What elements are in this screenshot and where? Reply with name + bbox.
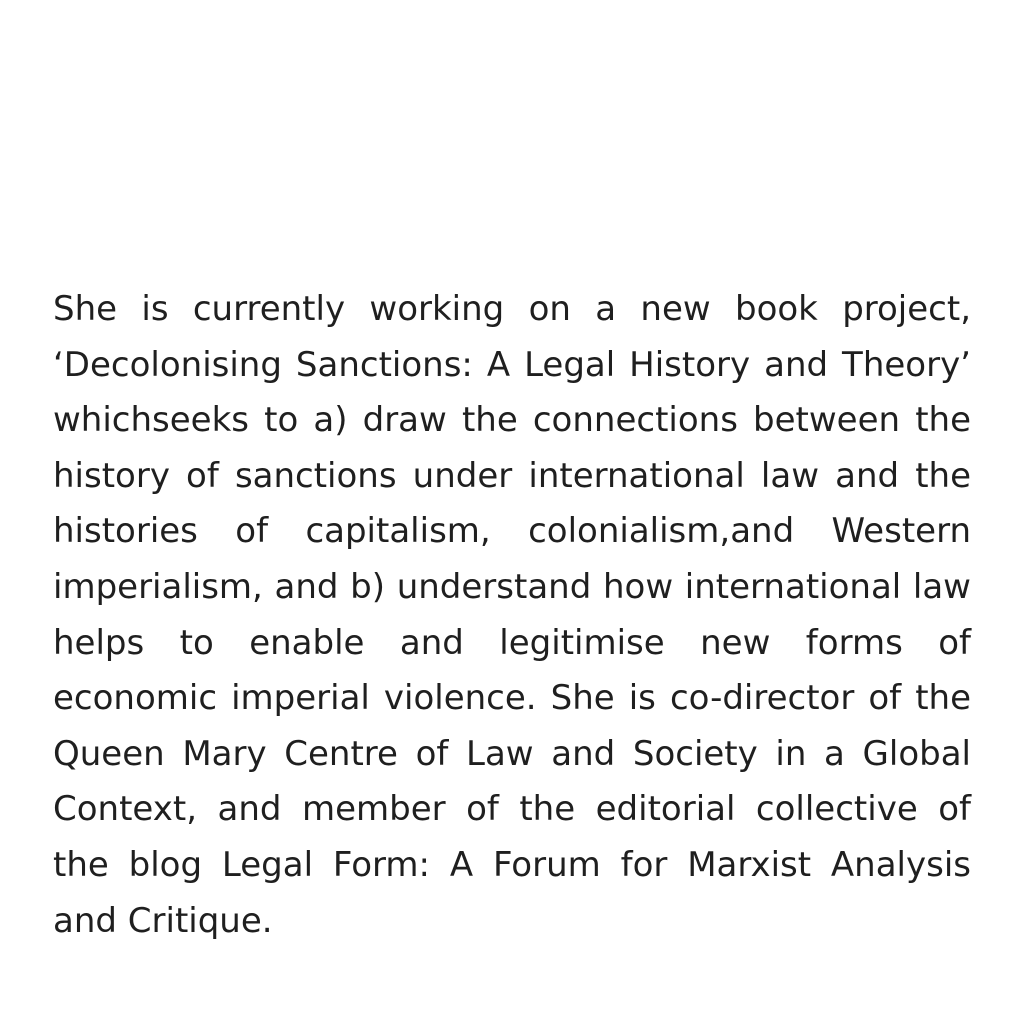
bio-paragraph: [53, 282, 971, 949]
paragraph-line-1: She is currently working on a new book project,: [53, 289, 971, 329]
paragraph-line-9: Queen Mary Centre of Law and Society in a Global: [53, 733, 971, 774]
paragraph-line-12: and Critique.: [53, 900, 273, 941]
paragraph-line-6: imperialism, and b) understand how international law: [53, 566, 971, 607]
paragraph-line-10: Context, and member of the editorial collective of: [53, 789, 971, 830]
paragraph-line-3: whichseeks to a) draw the connections between the: [53, 400, 971, 441]
paragraph-line-2: ‘Decolonising Sanctions: A Legal History and Theory’: [53, 344, 971, 385]
paragraph-line-7: helps to enable and legitimise new forms of: [53, 622, 971, 663]
paragraph-line-8: economic imperial violence. She is co-director of the: [53, 678, 971, 719]
paragraph-line-11: the blog Legal Form: A Forum for Marxist Analysis: [53, 844, 971, 885]
paragraph-line-5: histories of capitalism, colonialism,and Western: [53, 511, 971, 552]
paragraph-line-4: history of sanctions under international law and the: [53, 455, 971, 496]
